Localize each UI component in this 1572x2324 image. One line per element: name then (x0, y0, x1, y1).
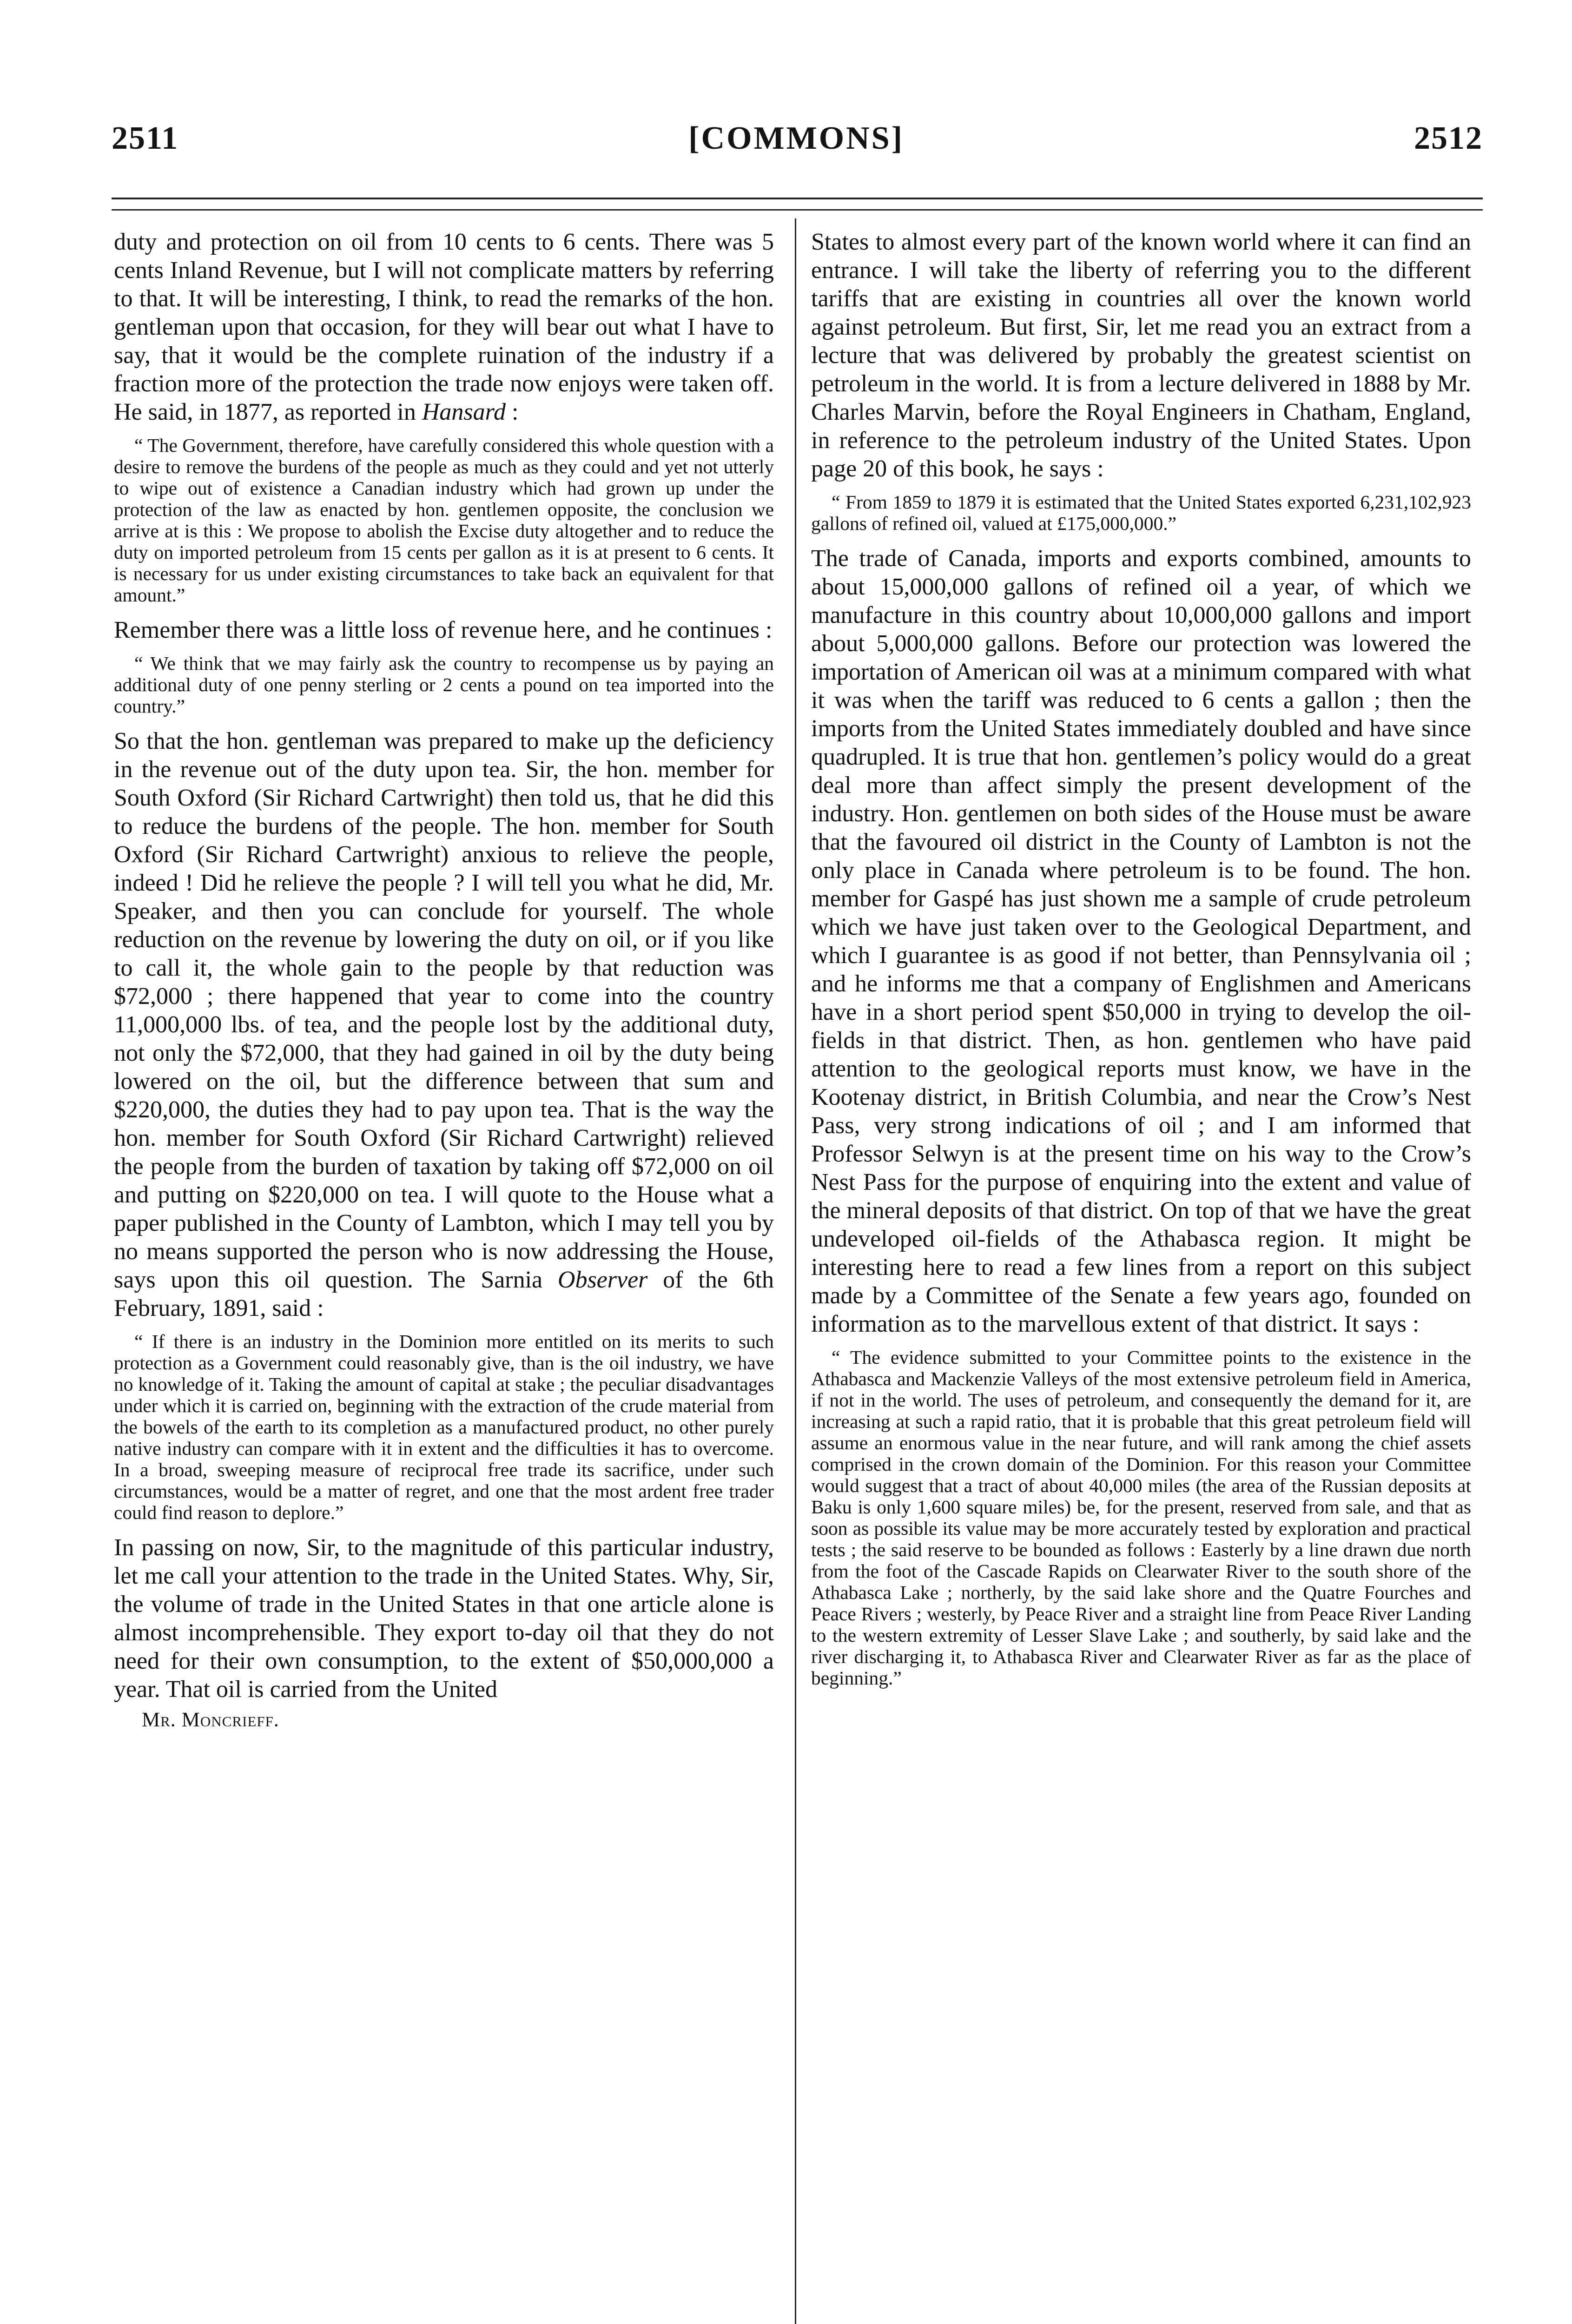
right-paragraph-1: States to almost every part of the known world where it can find an entrance. I will take the liberty of referring you to the different tariffs that are existing in countries all over the known world against petroleum. But first, Sir, let me read you an extract from a lecture that was delivered by probably the greatest scientist on petroleum in the world. It is from a lecture delivered in 1888 by Mr. Charles Marvin, before the Royal Engineers in Chatham, England, in reference to the petroleum industry of the United States. Upon page 20 of this book, he says : (811, 229, 1471, 482)
left-paragraph-4: In passing on now, Sir, to the magnitude of this particular industry, let me call your attention to the trade in the United States. Why, Sir, the volume of trade in the United States in that one article alone is almost incomprehensible. They export to-day oil that they do not need for their own consumption, to the extent of $50,000,000 a year. That oil is carried from the United (114, 1534, 774, 1703)
left-paragraph-1 (114, 228, 774, 426)
header-rule-top (112, 198, 1483, 199)
hansard-reference: Hansard (422, 399, 506, 425)
left-paragraph-3 (114, 727, 774, 1322)
left-quote-3: “ If there is an industry in the Dominion more entitled on its merits to such protection as a Government could reasonably give, than is the oil industry, we have no knowledge of it. Taking the amount of capital at stake ; the peculiar disadvantages under which it is carried on, beginning with the extraction of the crude material from the bowels of the earth to its completion as a manufactured product, no other purely native industry can compare with it in extent and the difficulties it has to overcome. In a broad, sweeping measure of reciprocal free trade its sacrifice, under such circumstances, would be a matter of regret, and one that the most ardent free trader could find reason to deplore.” (114, 1331, 774, 1523)
left-quote-1: “ The Government, therefore, have carefully considered this whole question with a desire to remove the burdens of the people as much as they could and yet not utterly to wipe out of existence a Canadian industry which had grown up under the protection of the law as enacted by hon. gentlemen opposite, the conclusion we arrive at is this : We propose to abolish the Excise duty altogether and to reduce the duty on imported petroleum from 15 cents per gallon as it is at present to 6 cents. It is necessary for us under existing circumstances to take back an equivalent for that amount.” (114, 435, 774, 606)
left-quote-2: “ We think that we may fairly ask the country to recompense us by paying an additional duty of one penny sterling or 2 cents a pound on tea imported into the country.” (114, 653, 774, 717)
left-paragraph-2: Remember there was a little loss of revenue here, and he continues : (114, 617, 773, 643)
right-quote-1: “ From 1859 to 1879 it is estimated that the United States exported 6,231,102,923 gallons of refined oil, valued at £175,000,000.” (811, 491, 1471, 534)
left-paragraph-1-text: duty and protection on oil from 10 cents to 6 cents. There was 5 cents Inland Revenue, but I will not complicate matters by referring to that. It will be interesting, I think, to read the remarks of the hon. gentleman upon that occasion, for they will bear out what I have to say, that it would be the complete ruination of the industry if a fraction more of the protection the trade now enjoys were taken off. He said, in 1877, as reported in (114, 229, 774, 425)
left-paragraph-3-text: So that the hon. gentleman was prepared to make up the deficiency in the revenue out of the duty upon tea. Sir, the hon. member for South Oxford (Sir Richard Cartwright) then told us, that he did this to reduce the burdens of the people. The hon. member for South Oxford (Sir Richard Cartwright) anxious to relieve the people, indeed ! Did he relieve the people ? I will tell you what he did, Mr. Speaker, and then you can conclude for yourself. The whole reduction on the revenue by lowering the duty on oil, or if you like to call it, the whole gain to the people by that reduction was $72,000 ; there happened that year to come into the country 11,000,000 lbs. of tea, and the people lost by the additional duty, not only the $72,000, that they had gained in oil by the duty being lowered on the oil, but the difference between that sum and $220,000, the duties they had to pay upon tea. That is the way the hon. member for South Oxford (Sir Richard Cartwright) relieved the people from the burden of taxation by taking off $72,000 on oil and putting on $220,000 on tea. I will quote to the House what a paper published in the County of Lambton, which I may tell you by no means supported the person who is now addressing the House, says upon this oil question. The Sarnia (114, 728, 774, 1293)
left-column (114, 228, 774, 2324)
right-quote-2: “ The evidence submitted to your Committee points to the existence in the Athabasca and Mackenzie Valleys of the most extensive petroleum field in America, if not in the world. The uses of petroleum, and consequently the demand for it, are increasing at such a rapid ratio, that it is probable that this great petroleum field will assume an enormous value in the near future, and will rank among the chief assets comprised in the crown domain of the Dominion. For this reason your Committee would suggest that a tract of about 40,000 miles (the area of the Russian deposits at Baku is only 1,600 square miles) be, for the present, reserved from sale, and that as soon as possible its value may be more accurately tested by exploration and practical tests ; the said reserve to be bounded as follows : Easterly by a line drawn due north from the foot of the Cascade Rapids on Clearwater River to the south shore of the Athabasca Lake ; northerly, by the said lake shore and the Quatre Fourches and Peace Rivers ; westerly, by Peace River and a straight line from Peace River Landing to the western extremity of Lesser Slave Lake ; and southerly, by said lake and the river discharging it, to Athabasca River and Clearwater River as far as the place of beginning.” (811, 1347, 1471, 1689)
header-rule-bottom (112, 209, 1483, 211)
column-divider (795, 218, 796, 2324)
publication-title: [COMMONS] (688, 120, 904, 156)
left-paragraph-3-end: of the 6th February, 1891, said : (114, 1267, 774, 1321)
page-number-left: 2511 (112, 120, 179, 156)
right-paragraph-2: The trade of Canada, imports and exports combined, amounts to about 15,000,000 gallons of refined oil a year, of which we manufacture in this country about 10,000,000 gallons and import about 5,000,000 gallons. Before our protection was lowered the importation of American oil was at a minimum compared with what it was when the tariff was reduced to 6 cents a gallon ; then the imports from the United States immediately doubled and have since quadrupled. It is true that hon. gentlemen’s policy would do a great deal more than affect simply the present development of the industry. Hon. gentlemen on both sides of the House must be aware that the favoured oil district in the County of Lambton is not the only place in Canada where petroleum is to be found. The hon. member for Gaspé has just shown me a sample of crude petroleum which we have just taken over to the Geological Department, and which I guarantee is as good if not better, than Pennsylvania oil ; and he informs me that a company of Englishmen and Americans have in a short period spent $50,000 in trying to develop the oil-fields in that district. Then, as hon. gentlemen who have paid attention to the geological reports must know, we have in the Kootenay district, in British Columbia, and near the Crow’s Nest Pass, very strong indications of oil ; and I am informed that Professor Selwyn is at the present time on his way to the Crow’s Nest Pass for the purpose of enquiring into the extent and value of the mineral deposits of that district. On top of that we have the great undeveloped oil-fields of the Athabasca region. It might be interesting here to read a few lines from a report on this subject made by a Committee of the Senate a few years ago, founded on information as to the marvellous extent of that district. It says : (811, 545, 1471, 1337)
observer-reference: Observer (557, 1267, 648, 1293)
page-header (112, 115, 1483, 162)
page-number-right: 2512 (1414, 120, 1483, 156)
left-paragraph-1-end: : (505, 399, 519, 425)
speaker-name: Mr. Moncrieff. (142, 1708, 279, 1731)
right-column (811, 228, 1471, 2324)
